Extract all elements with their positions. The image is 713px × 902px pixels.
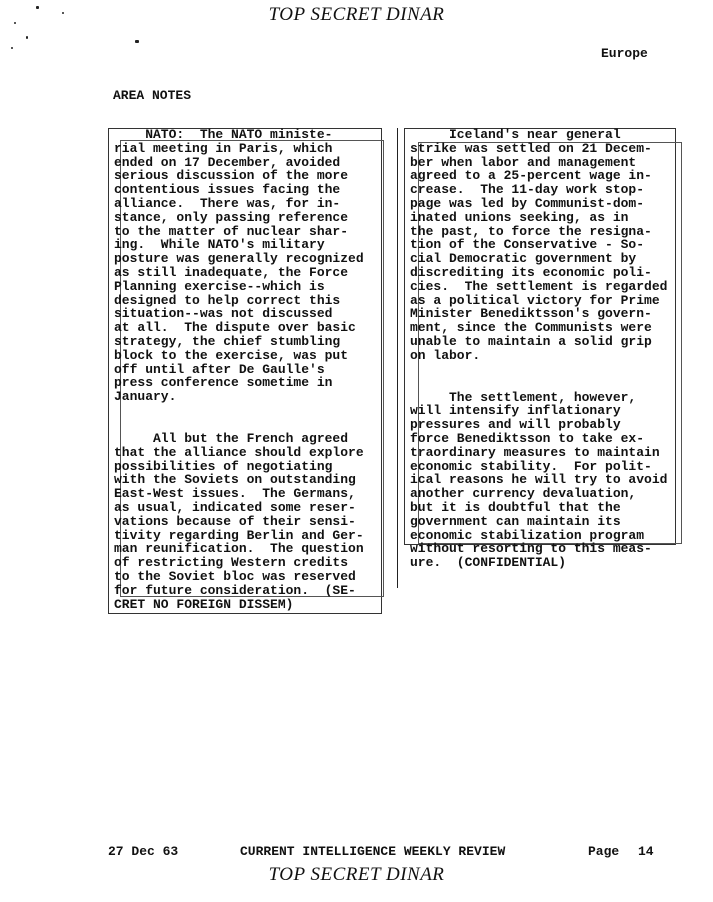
scan-speck	[135, 40, 139, 43]
text-line: traordinary measures to maintain	[410, 444, 660, 460]
text-line: situation--was not discussed	[114, 306, 333, 322]
text-line: strike was settled on 21 Decem-	[410, 140, 652, 156]
text-line: as a political victory for Prime	[410, 292, 660, 308]
text-line: posture was generally recognized	[114, 251, 364, 267]
text-line: with the Soviets on outstanding	[114, 472, 356, 488]
iceland-paragraph	[410, 128, 680, 363]
section-heading: AREA NOTES	[113, 88, 192, 103]
classification-bottom: TOP SECRET DINAR	[268, 864, 445, 885]
text-line: to the matter of nuclear shar-	[114, 223, 349, 239]
text-line: ure. (CONFIDENTIAL)	[410, 555, 567, 571]
footer-date: 27 Dec 63	[108, 844, 179, 859]
text-line: All but the French agreed	[114, 430, 349, 446]
text-line: without resorting to this meas-	[410, 541, 652, 557]
text-line: CRET NO FOREIGN DISSEM)	[114, 596, 294, 612]
text-line: unable to maintain a solid grip	[410, 333, 652, 349]
text-line: Iceland's near general	[410, 127, 621, 142]
text-line: vations because of their sensi-	[114, 513, 356, 529]
text-line: for future consideration. (SE-	[114, 582, 356, 598]
scan-speck	[26, 36, 28, 39]
text-line: as still inadequate, the Force	[114, 264, 349, 280]
text-line: tion of the Conservative - So-	[410, 237, 645, 253]
text-line: agreed to a 25-percent wage in-	[410, 168, 652, 184]
text-line: block to the exercise, was put	[114, 347, 349, 363]
region-label: Europe	[601, 46, 648, 61]
text-line: tivity regarding Berlin and Ger-	[114, 527, 364, 543]
text-line: economic stability. For polit-	[410, 458, 652, 474]
text-line: crease. The 11-day work stop-	[410, 182, 645, 198]
text-line: at all. The dispute over basic	[114, 320, 356, 336]
french-paragraph	[114, 432, 382, 611]
footer-page-number: 14	[638, 844, 654, 859]
text-line: Planning exercise--which is	[114, 278, 325, 294]
text-line: stance, only passing reference	[114, 209, 349, 225]
left-column	[114, 128, 382, 611]
text-line: that the alliance should explore	[114, 444, 364, 460]
text-line: to the Soviet bloc was reserved	[114, 568, 356, 584]
text-line: ing. While NATO's military	[114, 237, 325, 253]
text-line: of restricting Western credits	[114, 555, 349, 571]
text-line: East-West issues. The Germans,	[114, 486, 356, 502]
text-line: Minister Benediktsson's govern-	[410, 306, 652, 322]
text-line: ment, since the Communists were	[410, 320, 652, 336]
text-line: economic stabilization program	[410, 527, 645, 543]
text-line: January.	[114, 389, 177, 405]
text-line: government can maintain its	[410, 513, 621, 529]
classification-top: TOP SECRET DINAR	[268, 4, 445, 25]
text-line: discrediting its economic poli-	[410, 264, 652, 280]
text-line: pressures and will probably	[410, 417, 621, 433]
nato-paragraph	[114, 128, 382, 404]
text-line: but it is doubtful that the	[410, 499, 621, 515]
text-line: will intensify inflationary	[410, 403, 621, 419]
settlement-paragraph	[410, 391, 680, 570]
text-line: the past, to force the resigna-	[410, 223, 652, 239]
footer-publication: CURRENT INTELLIGENCE WEEKLY REVIEW	[240, 844, 506, 859]
text-line: ical reasons he will try to avoid	[410, 472, 668, 488]
footer-page-label: Page	[588, 844, 620, 859]
text-line: off until after De Gaulle's	[114, 361, 325, 377]
scan-speck	[11, 47, 13, 49]
text-line: contentious issues facing the	[114, 182, 341, 198]
right-column	[410, 128, 680, 570]
text-line: serious discussion of the more	[114, 168, 349, 184]
text-line: alliance. There was, for in-	[114, 195, 341, 211]
text-line: force Benediktsson to take ex-	[410, 430, 645, 446]
text-line: man reunification. The question	[114, 541, 364, 557]
text-line: The settlement, however,	[410, 389, 637, 405]
text-line: rial meeting in Paris, which	[114, 140, 333, 156]
text-line: ber when labor and management	[410, 154, 637, 170]
text-line: page was led by Communist-dom-	[410, 195, 645, 211]
text-line: designed to help correct this	[114, 292, 341, 308]
text-line: as usual, indicated some reser-	[114, 499, 356, 515]
text-line: cial Democratic government by	[410, 251, 637, 267]
text-line: press conference sometime in	[114, 375, 333, 391]
text-line: NATO: The NATO ministe-	[114, 127, 333, 142]
text-line: possibilities of negotiating	[114, 458, 333, 474]
text-line: strategy, the chief stumbling	[114, 333, 341, 349]
text-line: on labor.	[410, 347, 481, 363]
text-line: ended on 17 December, avoided	[114, 154, 341, 170]
text-line: inated unions seeking, as in	[410, 209, 629, 225]
text-line: another currency devaluation,	[410, 486, 637, 502]
text-line: cies. The settlement is regarded	[410, 278, 668, 294]
column-divider	[397, 128, 398, 588]
